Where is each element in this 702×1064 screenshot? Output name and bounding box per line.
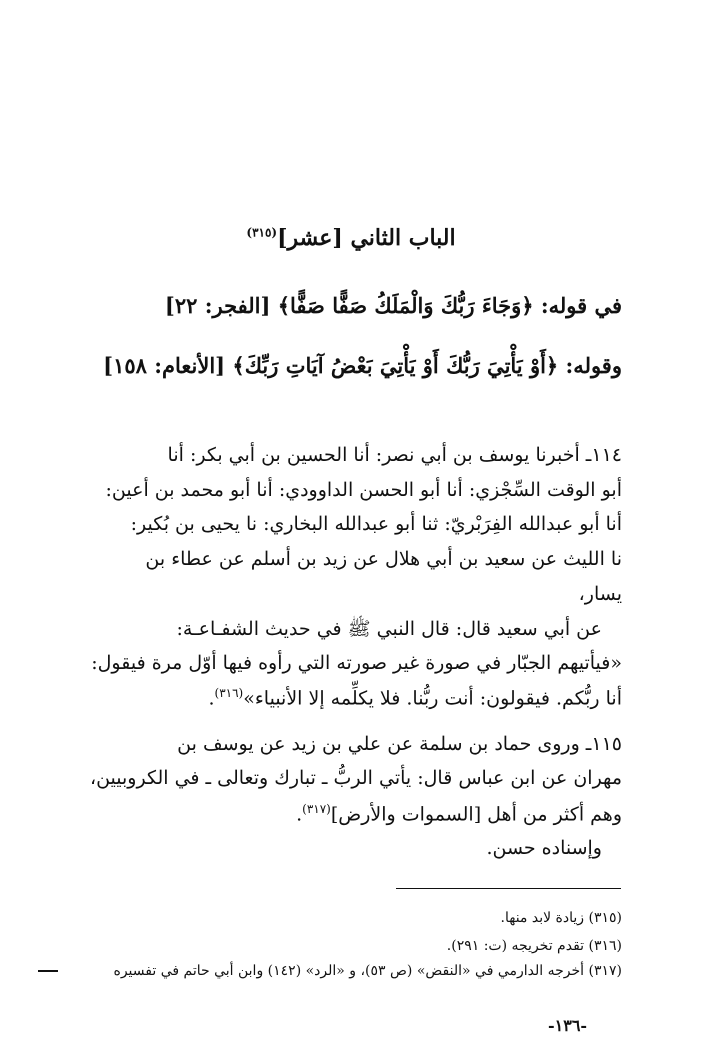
body-line-7: «فيأتيهم الجبّار في صورة غير صورته التي رأوه فيها أوّل مرة فيقول:	[91, 652, 622, 674]
page-number: -١٣٦-	[548, 1016, 588, 1035]
body-line-11: وهم أكثر من أهل [السموات والأرض]$^{(٣١٧)}$.	[296, 802, 622, 826]
footnote-316: (٣١٦) تقدم تخريجه (ت: ٢٩١).	[446, 938, 622, 954]
chapter-title-text: الباب الثاني [عشر]	[277, 225, 456, 251]
body-line-6: عن أبي سعيد قال: قال النبي ﷺ في حديث الشفـاعـة:	[176, 618, 602, 640]
body-line-8: أنا ربُّكم. فيقولون: أنت ربُّنا. فلا يكلِّمه إلا الأنبياء»$^{(٣١٦)}$.	[208, 686, 622, 710]
body-line-10: مهران عن ابن عباس قال: يأتي الربُّ ـ تبارك وتعالى ـ في الكروبيين،	[89, 767, 622, 789]
body-line-11-text: وهم أكثر من أهل [السموات والأرض]	[330, 803, 622, 826]
body-line-2: أبو الوقت السِّجْزي: أنا أبو الحسن الداوودي: أنا أبو محمد بن أعين:	[105, 479, 622, 501]
verse-line-2: وقوله: ﴿أَوْ يَأْتِيَ رَبُّكَ أَوْ يَأْتِيَ بَعْضُ آيَاتِ رَبِّكَ﴾ [الأنعام: ١٥٨]	[103, 353, 622, 378]
footnote-ref-316: (٣١٦)	[214, 686, 244, 700]
body-line-12: وإسناده حسن.	[486, 837, 602, 859]
continuation-dash	[38, 970, 58, 972]
footnote-315: (٣١٥) زيادة لابد منها.	[500, 910, 622, 926]
chapter-title	[0, 225, 702, 251]
footnote-317: (٣١٧) أخرجه الدارمي في «النقض» (ص ٥٣)، و «الرد» (١٤٢) وابن أبي حاتم في تفسيره	[113, 963, 622, 979]
body-line-3: أنا أبو عبدالله الفِرَبْريّ: ثنا أبو عبدالله البخاري: نا يحيى بن بُكير:	[130, 513, 622, 535]
footnote-ref-315: (٣١٥)	[246, 225, 278, 240]
footnote-separator	[396, 888, 621, 889]
body-line-9: ١١٥ـ وروى حماد بن سلمة عن علي بن زيد عن يوسف بن	[177, 733, 622, 755]
body-line-8-text: أنا ربُّكم. فيقولون: أنت ربُّنا. فلا يكلِّمه إلا الأنبياء»	[243, 687, 622, 710]
body-line-1: ١١٤ـ أخبرنا يوسف بن أبي نصر: أنا الحسين بن أبي بكر: أنا	[167, 444, 622, 466]
body-line-5: يسار،	[578, 583, 622, 605]
body-line-4: نا الليث عن سعيد بن أبي هلال عن زيد بن أسلم عن عطاء بن	[145, 548, 622, 570]
footnote-ref-317: (٣١٧)	[302, 802, 331, 816]
verse-line-1: في قوله: ﴿وَجَاءَ رَبُّكَ وَالْمَلَكُ صَفًّا صَفًّا﴾ [الفجر: ٢٢]	[164, 293, 622, 318]
